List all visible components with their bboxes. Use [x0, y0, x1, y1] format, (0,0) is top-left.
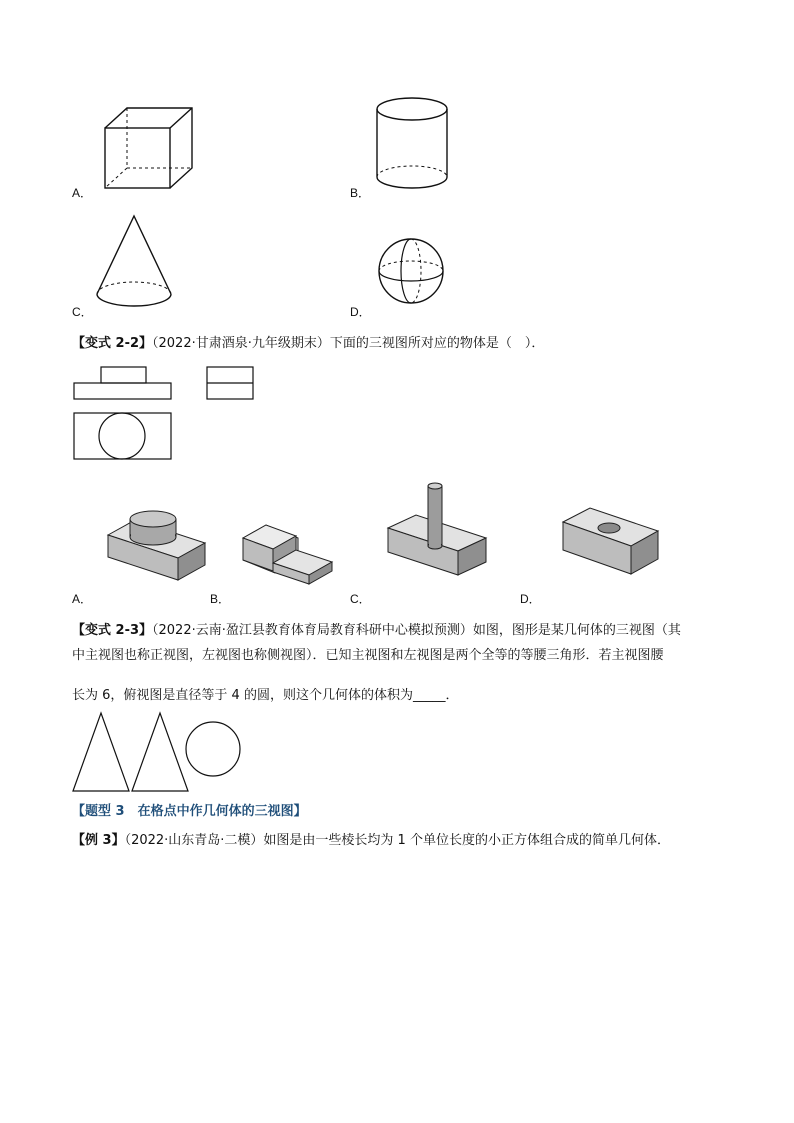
side-view-figure — [206, 366, 256, 400]
solid-d-figure — [558, 500, 664, 582]
q22-option-b-label: B． — [210, 592, 231, 606]
option-d-label: D． — [350, 305, 371, 319]
section-heading-type-3: 【题型 3 在格点中作几何体的三视图】 — [72, 804, 307, 819]
option-b-label: B． — [350, 186, 371, 200]
q22-option-d-label: D． — [520, 592, 541, 606]
top-view-figure — [73, 412, 173, 460]
sphere-figure — [375, 235, 447, 307]
question-2-3-line2: 中主视图也称正视图，左视图也称侧视图）．已知主视图和左视图是两个全等的等腰三角形．若主视图腰 — [72, 648, 664, 663]
q22-option-c-label: C． — [350, 592, 371, 606]
example-3-tag: 【例 3】 — [72, 833, 125, 848]
example-3-line — [72, 828, 670, 854]
front-view-figure — [73, 366, 173, 400]
cube-figure — [100, 100, 200, 195]
solid-c-figure — [383, 480, 493, 585]
solid-a-figure — [100, 505, 212, 585]
example-3-text: （2022·山东青岛·二模）如图是由一些棱长均为 1 个单位长度的小正方体组合成的简单几何体． — [124, 833, 670, 848]
option-a-label: A． — [72, 186, 93, 200]
question-2-2-text: 下面的三视图所对应的物体是（ ）． — [329, 336, 545, 351]
question-2-2-source: （2022·甘肃酒泉·九年级期末） — [152, 336, 330, 351]
question-2-3-line1-text: （2022·云南·盈江县教育体育局教育科研中心模拟预测）如图，图形是某几何体的三视图（其 — [152, 623, 681, 638]
question-2-2-stem — [72, 331, 544, 357]
q22-option-a-label: A． — [72, 592, 93, 606]
solid-b-figure — [238, 510, 338, 585]
question-2-3-tag: 【变式 2-3】 — [72, 623, 153, 638]
option-c-label: C． — [72, 305, 93, 319]
question-2-3-line1 — [72, 618, 681, 644]
cylinder-figure — [372, 95, 452, 195]
question-2-3-line3: 长为 6，俯视图是直径等于 4 的圆，则这个几何体的体积为_____． — [72, 688, 459, 703]
three-view-triangles-figure — [72, 710, 244, 794]
question-2-2-tag: 【变式 2-2】 — [72, 336, 153, 351]
cone-figure — [92, 212, 178, 312]
